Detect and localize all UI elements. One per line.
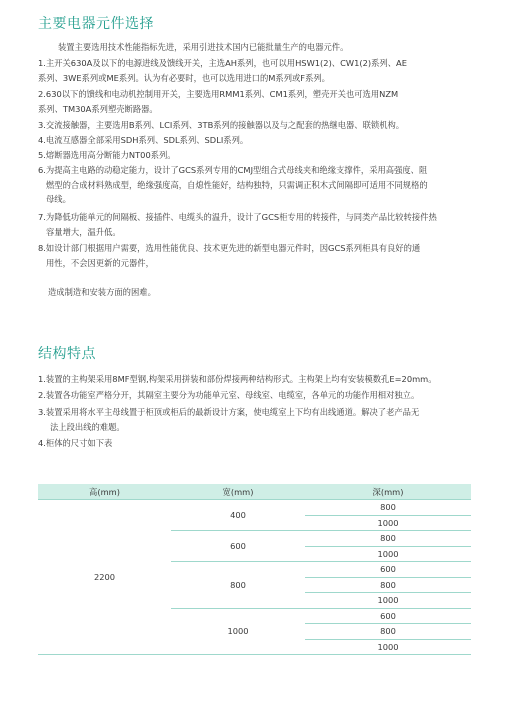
- depth-cell: 600: [305, 562, 471, 578]
- depth-cell: 1000: [305, 593, 471, 609]
- list-item: [38, 118, 472, 133]
- depth-cell: 1000: [305, 515, 471, 531]
- list-item-continuation: 系列、3WE系列或ME系列。认为有必要时，也可以选用进口的M系列或F系列。: [38, 72, 330, 83]
- list-item-text: 1.主开关630A及以下的电源进线及馈线开关，主选AH系列，也可以用HSW1(2)、CW1(2)系列、AE: [38, 58, 407, 68]
- list-item-text: 3.装置采用将水平主母线置于柜顶或柜后的最新设计方案，使电缆室上下均有出线通道。解决了老产品无: [38, 407, 420, 417]
- header-width: 宽(mm): [171, 484, 305, 500]
- list-item-text: 5.熔断器选用高分断能力NT00系列。: [38, 150, 176, 160]
- intro-paragraph: 装置主要选用技术性能指标先进，采用引进技术国内已能批量生产的电器元件。: [58, 42, 349, 52]
- section-title-components: 主要电器元件选择: [38, 16, 154, 32]
- depth-cell: 600: [305, 608, 471, 624]
- list-item-text: 8.如设计部门根据用户需要，选用性能优良、技术更先进的新型电器元件时，因GCS系列柜具有良好的通: [38, 243, 421, 253]
- list-item-text: 1.装置的主构架采用8MF型钢,构架采用拼装和部份焊接两种结构形式。主构架上均有安装模数孔E=20mm。: [38, 374, 437, 384]
- width-cell: 400: [171, 500, 305, 531]
- list-item: [38, 388, 472, 403]
- list-item: [38, 405, 472, 434]
- depth-cell: 800: [305, 577, 471, 593]
- list-item: [38, 241, 472, 270]
- list-item-text: 2.装置各功能室严格分开，其隔室主要分为功能单元室、母线室、电缆室，各单元的功能作用相对独立。: [38, 390, 420, 400]
- height-cell: 2200: [38, 500, 171, 655]
- depth-cell: 1000: [305, 546, 471, 562]
- depth-cell: 1000: [305, 639, 471, 655]
- depth-cell: 800: [305, 500, 471, 516]
- list-item-text: 4.电流互感器全部采用SDH系列、SDL系列、SDLI系列。: [38, 135, 249, 145]
- width-cell: 1000: [171, 608, 305, 655]
- list-item-continuation: 用性，不会因更新的元器件，: [46, 257, 154, 268]
- list-item: [38, 210, 472, 239]
- list-item: [38, 436, 472, 451]
- depth-cell: 800: [305, 531, 471, 547]
- list-item-continuation: 燃型的合成材料熟成型，绝缘强度高，自熄性能好，结构独特，只需调正积木式间隔即可适用不同规格的: [46, 179, 428, 190]
- list-item-continuation: 容量增大，温升低。: [46, 226, 121, 237]
- cabinet-size-table: [38, 484, 471, 655]
- table-header-row: [38, 484, 471, 500]
- list-item: [38, 372, 472, 387]
- depth-cell: 800: [305, 624, 471, 640]
- list-item-continuation: 母线。: [46, 194, 71, 204]
- list-item-continuation: 法上段出线的难题。: [50, 421, 125, 432]
- width-cell: 800: [171, 562, 305, 609]
- list-item-text: 4.柜体的尺寸如下表: [38, 438, 113, 448]
- list-item-text: 7.为降低功能单元的间隔板、接插件、电缆头的温升，设计了GCS柜专用的转接件，与同类产品比较转接件热: [38, 212, 437, 222]
- list-item-text: 6.为提高主电路的动稳定能力，设计了GCS系列专用的CMJ型组合式母线夹和绝缘支撑件，采用高强度、阻: [38, 165, 428, 175]
- list-item-text: 3.交流接触器，主要选用B系列、LCI系列、3TB系列的接触器以及与之配套的热继电器、联锁机构。: [38, 120, 405, 130]
- list-item: [38, 87, 472, 116]
- section-title-structure: 结构特点: [38, 346, 96, 362]
- list-item: [38, 148, 472, 163]
- list-item-text: 2.630以下的馈线和电动机控制用开关，主要选用RMM1系列、CM1系列，塑壳开关也可选用NZM: [38, 89, 399, 99]
- list-item: [38, 133, 472, 148]
- closing-line: 造成制造和安装方面的困难。: [48, 287, 156, 297]
- list-item: [38, 163, 472, 207]
- list-item: [38, 56, 472, 85]
- table-row: [38, 500, 471, 516]
- header-height: 高(mm): [38, 484, 171, 500]
- width-cell: 600: [171, 531, 305, 562]
- list-item-continuation: 系列、TM30A系列塑壳断路器。: [38, 103, 158, 114]
- header-depth: 深(mm): [305, 484, 471, 500]
